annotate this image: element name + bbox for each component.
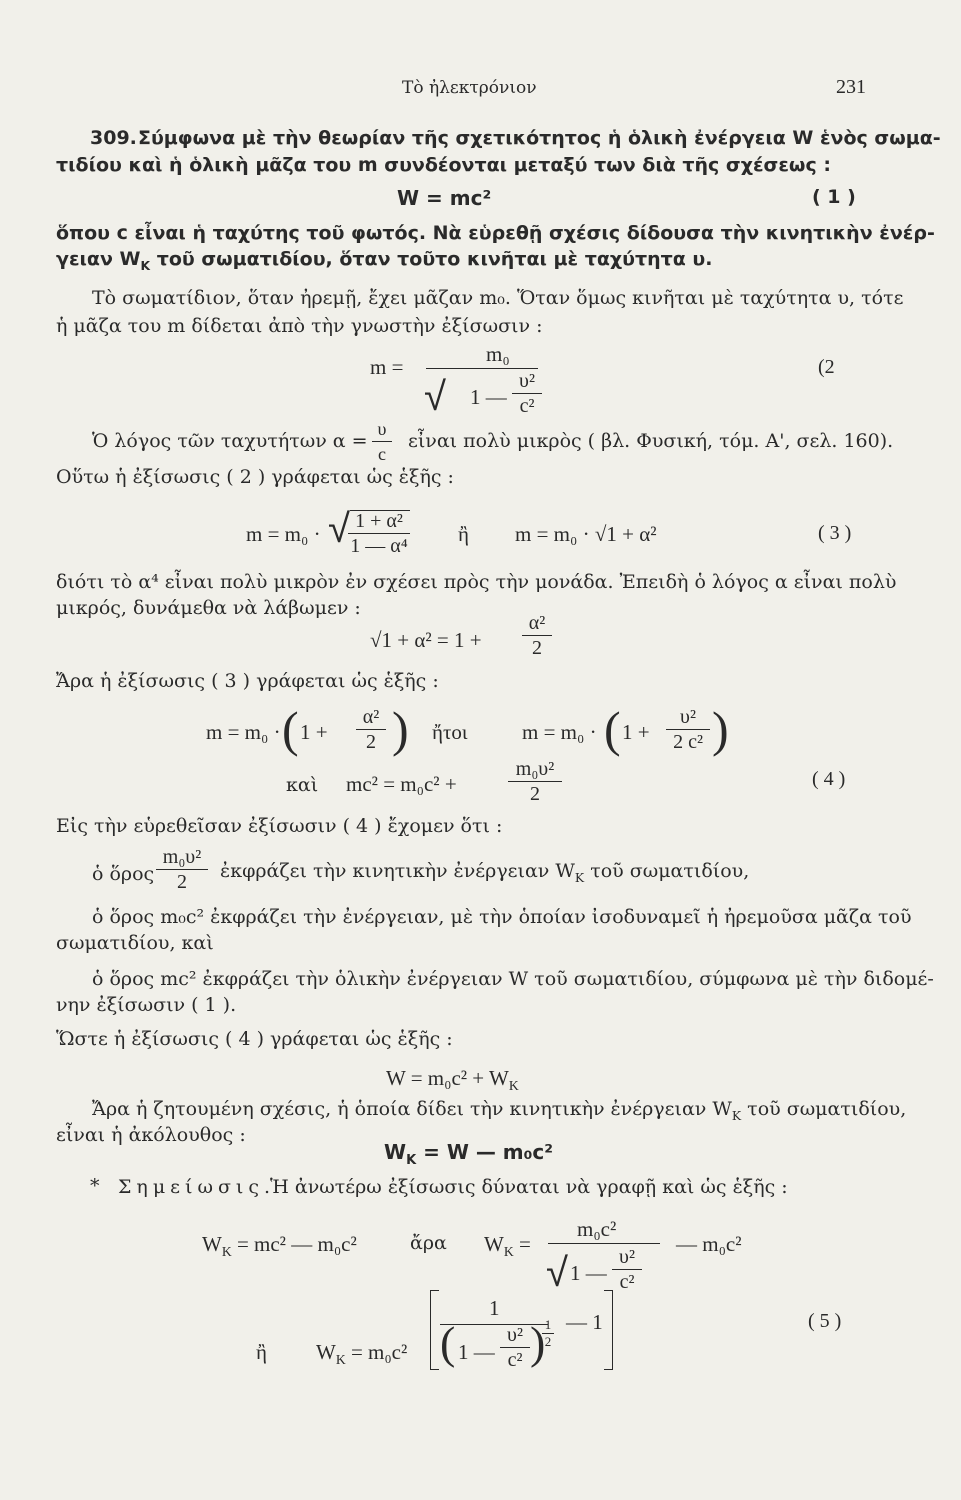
equation-9-wk: $W_K$ = — [484, 1232, 531, 1260]
equation-5-one-plus-b: 1 + — [622, 720, 650, 744]
solution-paragraph-1b: ἡ μᾶζα του m δίδεται ἀπὸ τὴν γνωστὴν ἐξίσωσιν : — [56, 315, 543, 337]
right-paren-icon: ) — [392, 701, 409, 757]
equation-2-numerator: m₀ — [486, 342, 510, 366]
problem-line-3: ὅπου c εἶναι ἡ ταχύτης τοῦ φωτός. Νὰ εὑρεθῇ σχέσις δίδουσα τὴν κινητικὴν ἐνέρ- — [56, 222, 935, 244]
equation-2-inner-fraction: υ² c² — [512, 370, 542, 417]
equation-10-one: 1 — [489, 1296, 500, 1320]
equation-10-inner: 1 — — [458, 1340, 495, 1364]
problem-line-2: τιδίου καὶ ἡ ὁλικὴ μᾶζα του m συνδέονται μεταξύ των διὰ τῆς σχέσεως : — [56, 154, 831, 176]
note-label: Σημείωσις. — [118, 1176, 276, 1198]
equation-1: W = mc² — [397, 186, 492, 210]
equation-3-fraction: 1 + α² 1 — α⁴ — [348, 510, 410, 557]
approximation-lhs: √1 + α² = 1 + — [370, 628, 482, 652]
term-2-text-b: σωματιδίου, καὶ — [56, 932, 214, 954]
equation-9-denominator: 1 — — [570, 1261, 607, 1285]
note-text: Ἡ ἀνωτέρω ἐξίσωσις δύναται νὰ γραφῇ καὶ ὡς ἑξῆς : — [270, 1176, 788, 1198]
term-3-text: ὁ ὅρος mc² ἐκφράζει τὴν ὁλικὴν ἐνέργειαν W τοῦ σωματιδίου, σύμφωνα μὲ τὴν διδομέ- — [92, 968, 934, 990]
equation-2-lhs: m = — [370, 355, 404, 379]
left-paren-icon: ( — [282, 701, 299, 757]
problem-number: 309. — [90, 127, 137, 149]
equation-5-one-plus: 1 + — [300, 720, 328, 744]
solution-paragraph-1: Τὸ σωματίδιον, ὅταν ἠρεμῇ, ἔχει μᾶζαν m₀. Ὅταν ὅμως κινῆται μὲ ταχύτητα υ, τότε — [92, 287, 904, 309]
equation-9-ara: ἄρα — [410, 1232, 447, 1254]
equation-5-itoi: ἤτοι — [432, 720, 468, 744]
equation-3-rhs: m = m₀ · √1 + α² — [515, 522, 657, 546]
running-header-title: Τὸ ἠλεκτρόνιον — [402, 78, 537, 98]
problem-line-1: Σύμφωνα μὲ τὴν θεωρίαν τῆς σχετικότητος ἡ ὁλικὴ ἐνέργεια W ἑνὸς σωμα- — [138, 127, 941, 149]
equation-7: $W = m_0c^2 + W_K$ — [386, 1066, 519, 1094]
approximation-fraction: α² 2 — [522, 612, 552, 659]
solution-paragraph-5: Ἄρα ἡ ἐξίσωσις ( 3 ) γράφεται ὡς ἑξῆς : — [56, 670, 439, 692]
equation-10-minus-one: — 1 — [566, 1310, 603, 1334]
solution-paragraph-6: Εἰς τὴν εὑρεθεῖσαν ἐξίσωσιν ( 4 ) ἔχομεν ὅτι : — [56, 815, 503, 837]
equation-10-lhs: $W_K = m_0c^2$ — [316, 1340, 408, 1368]
equation-3-tag: ( 3 ) — [818, 522, 852, 544]
solution-paragraph-10: Ὥστε ἡ ἐξίσωσις ( 4 ) γράφεται ὡς ἑξῆς : — [56, 1028, 453, 1050]
right-bracket-icon — [604, 1290, 613, 1370]
solution-paragraph-4b: μικρός, δυνάμεθα νὰ λάβωμεν : — [56, 597, 361, 619]
final-equation: $W_K = W$ — m₀c² — [384, 1140, 554, 1168]
term-1-fraction: m₀υ² 2 — [156, 846, 208, 893]
solution-paragraph-4: διότι τὸ α⁴ εἶναι πολὺ μικρὸν ἐν σχέσει πρὸς τὴν μονάδα. Ἐπειδὴ ὁ λόγος α εἶναι πολὺ — [56, 571, 897, 593]
sqrt-icon: √ — [546, 1250, 568, 1296]
right-paren-icon: ) — [530, 1317, 546, 1368]
equation-5-lhs: m = m₀ · — [206, 720, 281, 744]
equation-10-or: ἢ — [256, 1340, 267, 1364]
equation-9-numerator: m₀c² — [577, 1217, 617, 1241]
ratio-sentence-start: Ὁ λόγος τῶν ταχυτήτων α = — [92, 430, 368, 452]
equation-6-lhs: mc² = m₀c² + — [346, 772, 457, 796]
term-2-text: ὁ ὅρος m₀c² ἐκφράζει τὴν ἐνέργειαν, μὲ τὴν ὁποίαν ἰσοδυναμεῖ ἡ ἠρεμοῦσα μᾶζα τοῦ — [92, 906, 912, 928]
term-1-text: ἐκφράζει τὴν κινητικὴν ἐνέργειαν $W_K$ τοῦ σωματιδίου, — [220, 860, 750, 885]
note-star: * — [90, 1175, 100, 1197]
equation-2-denominator: 1 — — [470, 385, 507, 409]
equation-3-lhs: m = m₀ · — [246, 522, 321, 546]
page-number: 231 — [836, 76, 866, 98]
left-paren-icon: ( — [440, 1317, 456, 1368]
term-1-label: ὁ ὅρος — [92, 863, 155, 885]
left-paren-icon: ( — [604, 701, 621, 757]
equation-6-fraction: m₀υ² 2 — [508, 758, 562, 805]
sqrt-icon: √ — [424, 374, 446, 420]
equation-10-exponent: 1 2 — [542, 1318, 554, 1349]
equation-6-kai: καὶ — [286, 774, 319, 796]
equation-3-or: ἢ — [458, 522, 469, 546]
ratio-fraction: υ c — [372, 418, 392, 465]
equation-9-lhs: $W_K = mc^2$ — m₀c² — [202, 1232, 357, 1260]
equation-2-fraction-bar — [426, 368, 538, 369]
ratio-sentence-end: εἶναι πολὺ μικρὸς ( βλ. Φυσική, τόμ. Α', σελ. 160). — [408, 430, 894, 452]
problem-line-4: γειαν $W_K$ τοῦ σωματιδίου, ὅταν τοῦτο κινῆται μὲ ταχύτητα υ. — [56, 248, 713, 273]
equation-9-fraction-bar — [548, 1243, 660, 1244]
equation-1-tag: ( 1 ) — [812, 186, 856, 208]
equation-10-tag: ( 5 ) — [808, 1310, 842, 1332]
sqrt-icon: √ — [328, 506, 350, 552]
equation-9-tail: — m₀c² — [676, 1232, 742, 1256]
term-3-text-b: νην ἐξίσωσιν ( 1 ). — [56, 994, 237, 1016]
right-paren-icon: ) — [712, 701, 729, 757]
equation-6-tag: ( 4 ) — [812, 768, 846, 790]
solution-paragraph-11b: εἶναι ἡ ἀκόλουθος : — [56, 1124, 246, 1146]
left-bracket-icon — [430, 1290, 439, 1370]
equation-5-fraction-b: υ² 2 c² — [666, 706, 710, 753]
equation-5-rhs: m = m₀ · — [522, 720, 597, 744]
equation-5-fraction: α² 2 — [356, 706, 386, 753]
equation-2-tag: (2 — [818, 356, 835, 378]
solution-paragraph-11: Ἄρα ἡ ζητουμένη σχέσις, ἡ ὁποία δίδει τὴν κινητικὴν ἐνέργειαν $W_K$ τοῦ σωματιδίου, — [92, 1098, 907, 1123]
solution-paragraph-3: Οὕτω ἡ ἐξίσωσις ( 2 ) γράφεται ὡς ἑξῆς : — [56, 466, 454, 488]
equation-9-inner-fraction: υ² c² — [612, 1246, 642, 1293]
equation-10-inner-fraction: υ² c² — [500, 1324, 530, 1371]
